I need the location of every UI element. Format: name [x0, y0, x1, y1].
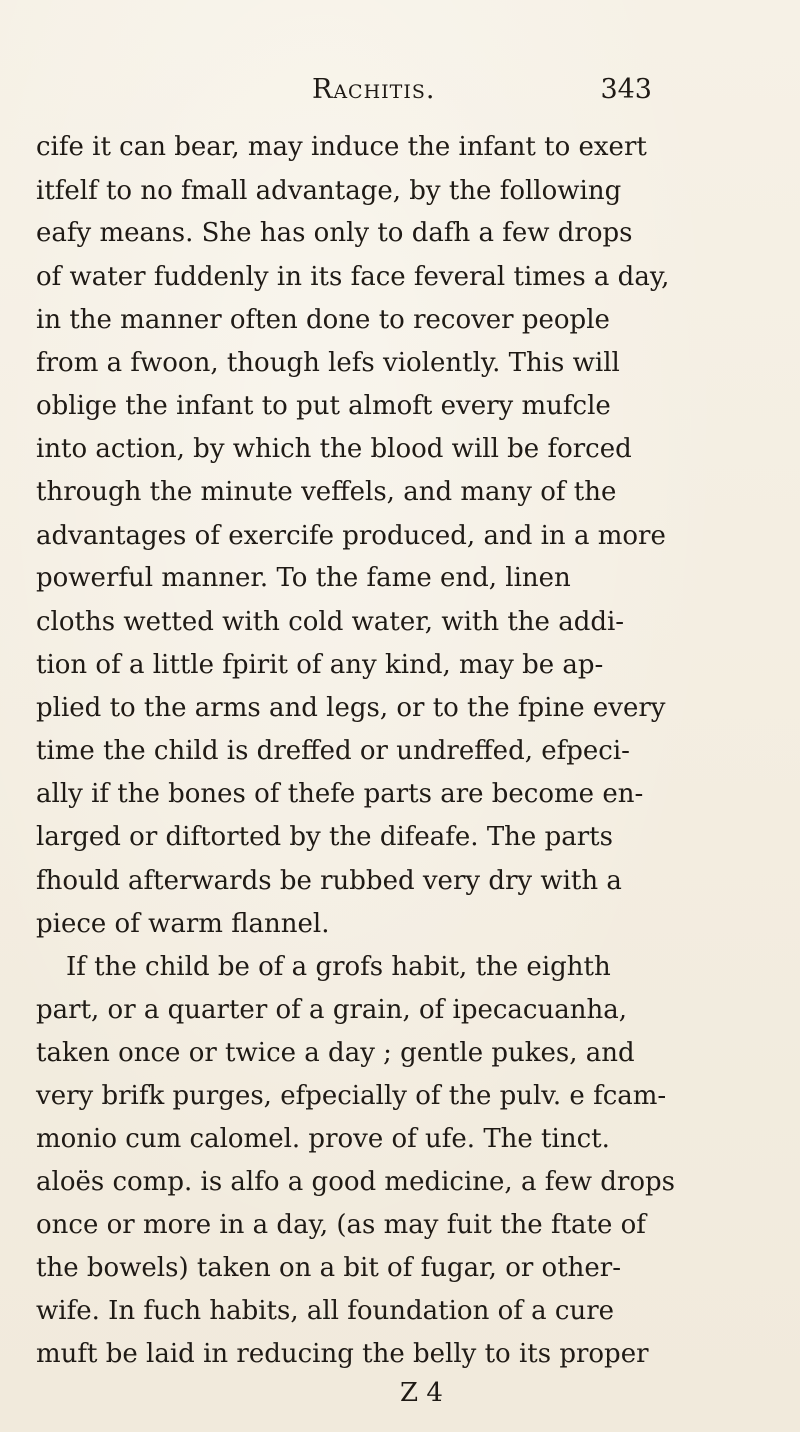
text-line: oblige the infant to put almoft every mufcle — [36, 391, 611, 421]
text-line: from a fwoon, though lefs violently. This will — [36, 348, 620, 378]
text-line: time the child is dreffed or undreffed, efpeci- — [36, 736, 630, 766]
text-line: tion of a little fpirit of any kind, may be ap- — [36, 650, 604, 680]
text-line: cife it can bear, may induce the infant to exert — [36, 132, 647, 162]
text-line: muft be laid in reducing the belly to its proper — [36, 1339, 649, 1369]
text-line: taken once or twice a day ; gentle pukes, and — [36, 1038, 635, 1068]
text-line: eafy means. She has only to dafh a few drops — [36, 218, 633, 248]
text-line: larged or diftorted by the difeafe. The parts — [36, 822, 613, 852]
page-header — [312, 74, 652, 114]
text-line: cloths wetted with cold water, with the addi- — [36, 607, 625, 637]
text-line: in the manner often done to recover people — [36, 305, 610, 335]
page-number: 343 — [600, 74, 652, 105]
text-line: fhould afterwards be rubbed very dry with a — [36, 866, 622, 896]
text-line: of water fuddenly in its face feveral times a day, — [36, 262, 670, 292]
text-line: advantages of exercife produced, and in a more — [36, 521, 666, 551]
text-line: through the minute veffels, and many of the — [36, 477, 617, 507]
text-line: ally if the bones of thefe parts are become en- — [36, 779, 644, 809]
text-line: aloës comp. is alfo a good medicine, a few drops — [36, 1167, 675, 1197]
signature-mark: Z 4 — [400, 1378, 443, 1408]
text-line: very brifk purges, efpecially of the pulv. e fcam- — [36, 1081, 667, 1111]
text-line: itfelf to no fmall advantage, by the following — [36, 176, 622, 206]
text-line: part, or a quarter of a grain, of ipecacuanha, — [36, 995, 627, 1025]
text-line: If the child be of a grofs habit, the eighth — [66, 952, 611, 982]
text-line: wife. In fuch habits, all foundation of a cure — [36, 1296, 615, 1326]
text-line: monio cum calomel. prove of ufe. The tinct. — [36, 1124, 610, 1154]
text-line: the bowels) taken on a bit of fugar, or other- — [36, 1253, 621, 1283]
text-line: powerful manner. To the fame end, linen — [36, 563, 571, 593]
text-line: plied to the arms and legs, or to the fpine every — [36, 693, 666, 723]
text-line: into action, by which the blood will be forced — [36, 434, 632, 464]
text-line: piece of warm flannel. — [36, 909, 330, 939]
text-line: once or more in a day, (as may fuit the ftate of — [36, 1210, 646, 1240]
running-title: Rachitis. — [312, 74, 436, 105]
